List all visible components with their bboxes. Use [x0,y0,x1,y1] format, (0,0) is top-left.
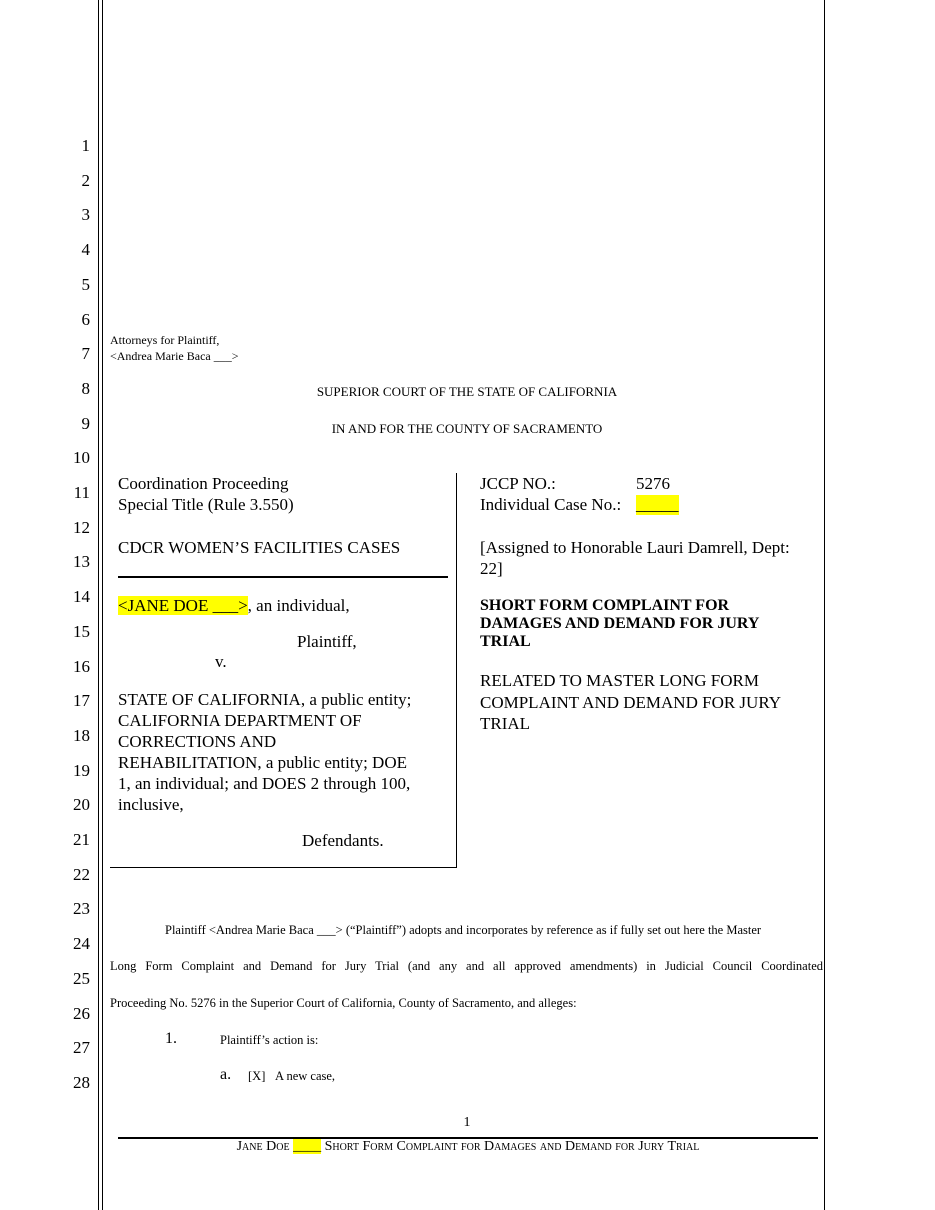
body-paragraph-line-2: Long Form Complaint and Demand for Jury Trial (and any and all approved amendments) in Judicial Council Coordinated [110,959,823,973]
footer-title: Short Form Complaint for Damages and Demand for Jury Trial [324,1139,700,1154]
caption-cases-rule [118,576,448,578]
line-number: 6 [81,309,90,329]
line-number: 26 [73,1003,90,1023]
line-number: 22 [73,864,90,884]
case-number-value: _____ [636,495,679,514]
caption-bottom-rule [110,867,457,868]
defendants-label: Defendants. [302,831,384,850]
defendants-line-6: inclusive, [118,795,184,814]
right-margin-rule [824,0,825,1210]
sub-item-checkbox: [X] [248,1069,266,1083]
plaintiff-description: , an individual, [247,596,350,615]
line-number: 10 [73,448,90,468]
body-paragraph-line-3: Proceeding No. 5276 in the Superior Court of California, County of Sacramento, and alleges: [110,996,577,1010]
plaintiff-label: Plaintiff, [297,632,357,651]
jccp-value: 5276 [636,474,670,493]
defendants-line-5: 1, an individual; and DOES 2 through 100, [118,774,411,793]
line-number: 20 [73,795,90,815]
complaint-title-line-3: TRIAL [480,633,531,650]
page-number: 1 [463,1115,471,1130]
line-number: 21 [73,830,90,849]
line-number: 24 [73,934,90,954]
line-number: 9 [81,413,90,433]
defendants-line-2: CALIFORNIA DEPARTMENT OF [118,711,362,730]
defendants-line-1: STATE OF CALIFORNIA, a public entity; [118,690,412,709]
left-margin-rule-inner [102,0,103,1210]
line-number: 27 [73,1038,90,1058]
attorneys-line-1: Attorneys for Plaintiff, [110,333,220,347]
line-number: 17 [73,691,90,711]
plaintiff-name: <JANE DOE ___> [118,596,248,615]
sub-item-letter: a. [220,1066,232,1083]
line-number: 3 [81,205,90,225]
line-number: 5 [81,274,90,294]
line-number: 25 [73,968,90,988]
versus: v. [215,652,227,671]
attorneys-line-2: <Andrea Marie Baca ___> [110,349,239,363]
line-number: 14 [73,587,90,607]
complaint-title-line-2: DAMAGES AND DEMAND FOR JURY [480,615,760,632]
line-number: 23 [73,899,90,919]
line-number: 12 [73,517,90,537]
sub-item-text: A new case, [275,1069,336,1083]
case-number-label: Individual Case No.: [480,495,622,514]
footer-blank: ____ [293,1139,322,1154]
assigned-line-1: [Assigned to Honorable Lauri Damrell, Dept: [480,538,790,557]
item-text: Plaintiff’s action is: [220,1033,319,1047]
line-number: 18 [73,725,90,745]
coordination-proceeding: Coordination Proceeding [118,474,289,493]
defendants-line-4: REHABILITATION, a public entity; DOE [118,753,407,772]
jccp-label: JCCP NO.: [480,474,556,493]
related-line-2: COMPLAINT AND DEMAND FOR JURY [480,693,782,712]
item-number: 1. [165,1030,177,1047]
body-paragraph-line-1: Plaintiff <Andrea Marie Baca ___> (“Plaintiff”) adopts and incorporates by reference as if fully set out here the Master [165,923,762,937]
left-margin-rule-outer [98,0,99,1210]
assigned-line-2: 22] [480,559,503,578]
complaint-title-line-1: SHORT FORM COMPLAINT FOR [480,597,730,614]
line-number: 11 [73,483,90,502]
line-number: 1 [81,136,90,155]
line-number: 8 [81,378,90,398]
line-number: 2 [81,170,90,190]
line-number: 28 [73,1072,90,1092]
line-number: 7 [81,344,90,364]
cases-title: CDCR WOMEN’S FACILITIES CASES [118,538,401,557]
line-number: 15 [73,621,90,641]
line-number: 4 [81,240,90,260]
footer-name: Jane Doe [236,1139,290,1154]
court-title-line-1: SUPERIOR COURT OF THE STATE OF CALIFORNIA [316,384,618,399]
court-title-line-2: IN AND FOR THE COUNTY OF SACRAMENTO [331,421,603,436]
footer-caption [118,1139,818,1155]
caption-divider-vertical [456,473,457,868]
related-line-1: RELATED TO MASTER LONG FORM [480,671,759,690]
line-number: 19 [73,760,90,780]
related-line-3: TRIAL [480,714,531,733]
line-number: 16 [73,656,90,676]
defendants-line-3: CORRECTIONS AND [118,732,277,751]
special-title: Special Title (Rule 3.550) [118,495,294,514]
line-number: 13 [73,552,90,572]
plaintiff-line [118,596,350,616]
